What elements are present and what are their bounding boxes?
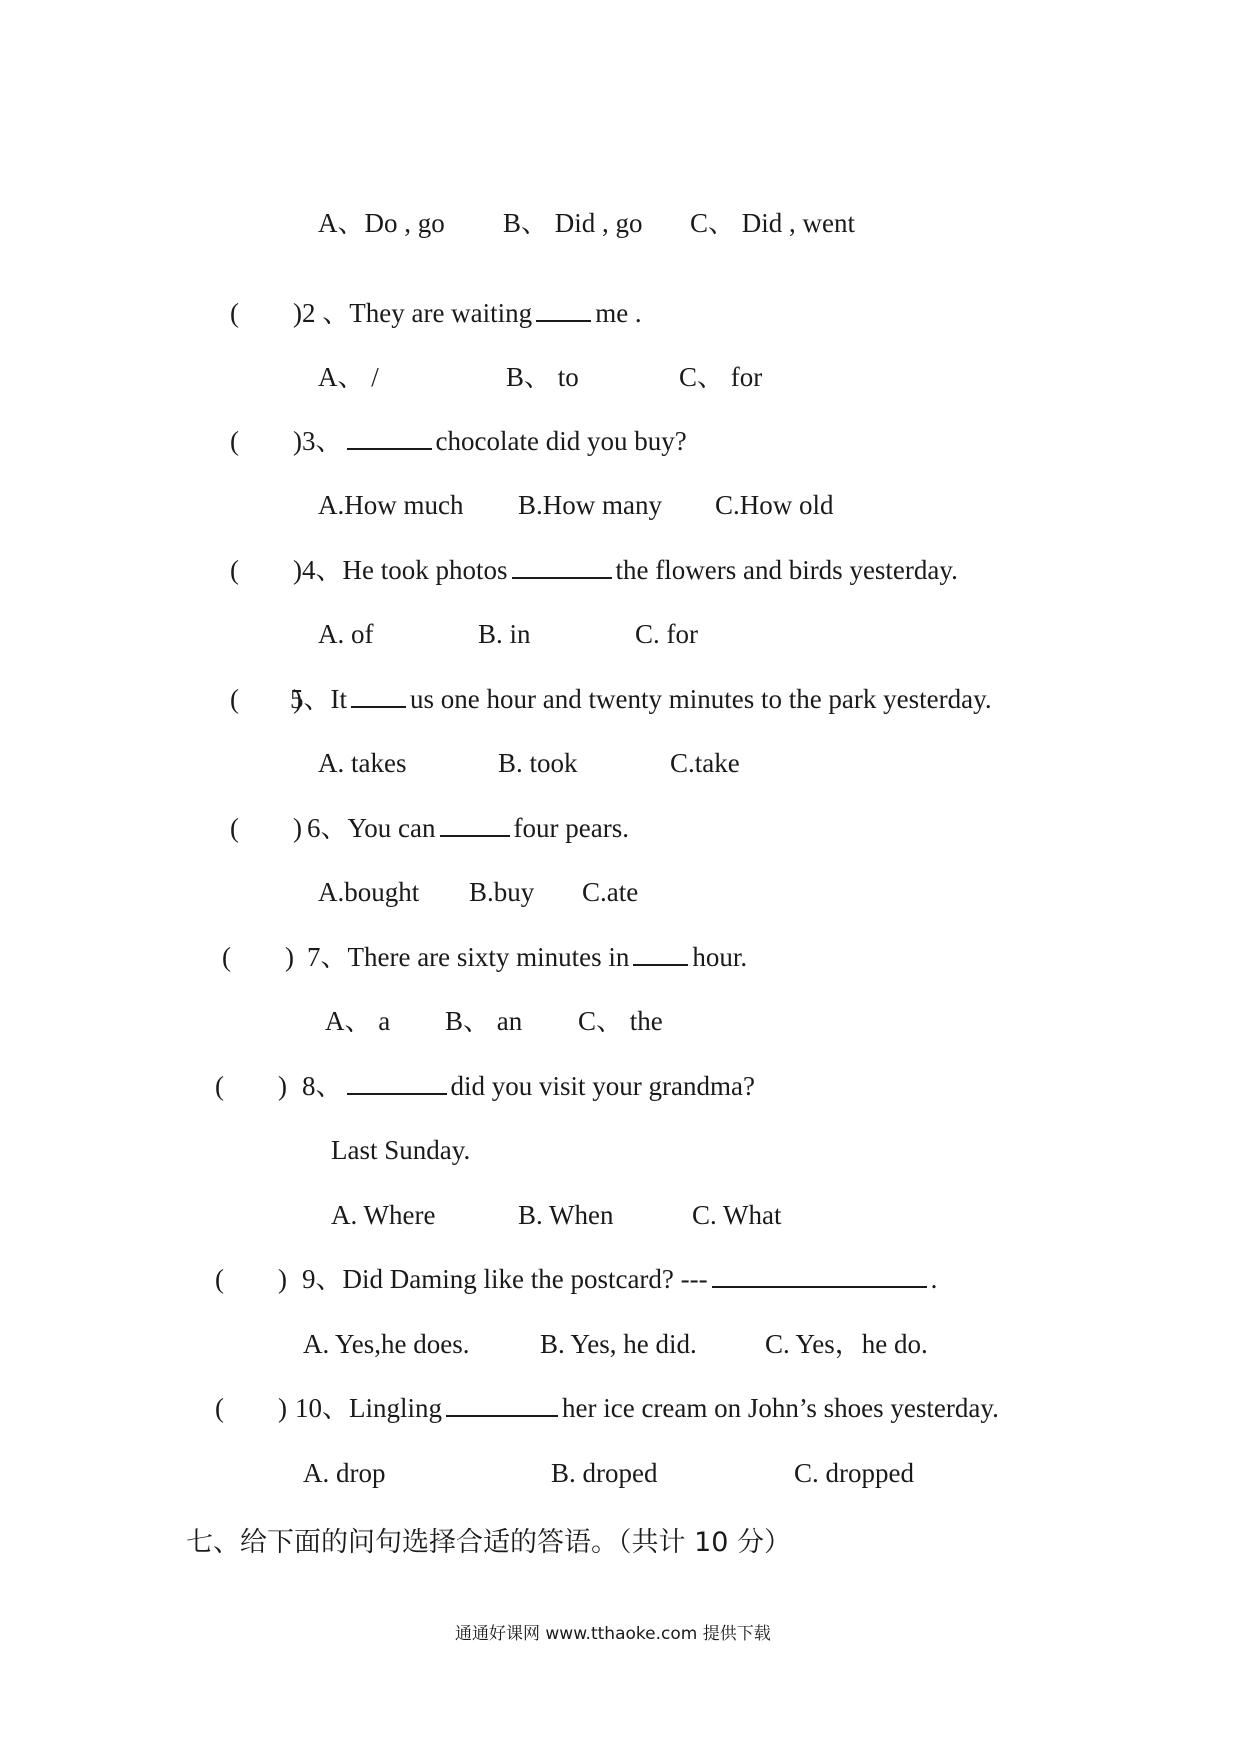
option-b: B、 to xyxy=(506,362,579,392)
question-text-end: me . xyxy=(595,298,642,328)
question-text: 6、You can xyxy=(307,813,436,843)
answer-paren[interactable]: ( ) xyxy=(222,942,294,972)
question-7 xyxy=(222,940,747,974)
question-text: 9、Did Daming like the postcard? --- xyxy=(302,1264,708,1294)
question-10 xyxy=(215,1391,999,1425)
option-a: A.bought xyxy=(318,877,420,907)
blank[interactable] xyxy=(351,684,406,708)
question-8 xyxy=(215,1069,755,1103)
question-5 xyxy=(230,682,992,716)
option-c: C、 the xyxy=(578,1006,663,1036)
answer-paren[interactable]: ( ) xyxy=(215,1071,287,1101)
answer-paren[interactable]: ( ) xyxy=(230,426,302,456)
blank[interactable] xyxy=(347,1071,447,1095)
blank[interactable] xyxy=(446,1393,558,1417)
question-9 xyxy=(215,1262,937,1296)
question-text-end: chocolate did you buy? xyxy=(435,426,687,456)
option-b: B. Yes, he did. xyxy=(540,1329,697,1359)
option-a: A、 a xyxy=(325,1006,391,1036)
blank[interactable] xyxy=(347,426,432,450)
question-text: 7、There are sixty minutes in xyxy=(307,942,630,972)
question-text: 2 、They are waiting xyxy=(302,298,533,328)
section-title: 七、给下面的问句选择合适的答语。（共计 10 分） xyxy=(186,1527,792,1558)
option-c: C. for xyxy=(635,619,698,649)
question-4 xyxy=(230,553,958,587)
question-8-answer: Last Sunday. xyxy=(331,1135,471,1165)
answer-paren[interactable]: ( ) xyxy=(230,684,302,714)
option-a: A、 / xyxy=(318,362,379,392)
option-b: B. in xyxy=(478,619,531,649)
option-c: C.take xyxy=(670,748,740,778)
option-c: C. dropped xyxy=(794,1458,914,1488)
option-b: B、 an xyxy=(445,1006,523,1036)
option-a: A. of xyxy=(318,619,374,649)
question-6 xyxy=(230,811,629,845)
question-text-end: the flowers and birds yesterday. xyxy=(615,555,958,585)
option-b: B. When xyxy=(518,1200,614,1230)
blank[interactable] xyxy=(440,813,510,837)
option-c: C.How old xyxy=(715,490,834,520)
blank[interactable] xyxy=(512,555,612,579)
option-c: C.ate xyxy=(582,877,639,907)
question-text-end: hour. xyxy=(692,942,748,972)
question-text: 5、It xyxy=(290,684,347,714)
q1-option-c: C、 Did , went xyxy=(690,208,855,238)
answer-paren[interactable]: ( ) xyxy=(230,813,302,843)
question-text-end: . xyxy=(930,1264,938,1294)
footer-text: 通通好课网 www.tthaoke.com 提供下载 xyxy=(455,1624,771,1644)
question-text-end: us one hour and twenty minutes to the park yesterday. xyxy=(410,684,992,714)
option-a: A.How much xyxy=(318,490,464,520)
q1-option-b: B、 Did , go xyxy=(503,208,643,238)
blank[interactable] xyxy=(633,942,688,966)
option-c: C. What xyxy=(692,1200,782,1230)
answer-paren[interactable]: ( ) xyxy=(230,555,302,585)
option-b: B.buy xyxy=(469,877,535,907)
answer-paren[interactable]: ( ) xyxy=(215,1264,287,1294)
question-3 xyxy=(230,424,687,458)
option-b: B.How many xyxy=(518,490,662,520)
blank[interactable] xyxy=(712,1264,927,1288)
question-text: 8、 xyxy=(302,1071,343,1101)
option-b: B. took xyxy=(498,748,578,778)
question-text-end: her ice cream on John’s shoes yesterday. xyxy=(562,1393,999,1423)
q1-option-a: A、Do , go xyxy=(318,208,445,238)
question-text-end: did you visit your grandma? xyxy=(450,1071,755,1101)
question-text: 10、Lingling xyxy=(295,1393,442,1423)
question-2 xyxy=(230,296,642,330)
option-a: A. takes xyxy=(318,748,407,778)
option-b: B. droped xyxy=(551,1458,658,1488)
question-text-end: four pears. xyxy=(513,813,629,843)
option-a: A. drop xyxy=(303,1458,386,1488)
answer-paren[interactable]: ( ) xyxy=(215,1393,287,1423)
blank[interactable] xyxy=(536,298,591,322)
option-c: C. Yes，he do. xyxy=(765,1329,928,1359)
answer-paren[interactable]: ( ) xyxy=(230,298,302,328)
option-a: A. Yes,he does. xyxy=(303,1329,470,1359)
question-text: 3、 xyxy=(302,426,343,456)
option-a: A. Where xyxy=(331,1200,436,1230)
question-text: 4、He took photos xyxy=(302,555,508,585)
option-c: C、 for xyxy=(679,362,763,392)
